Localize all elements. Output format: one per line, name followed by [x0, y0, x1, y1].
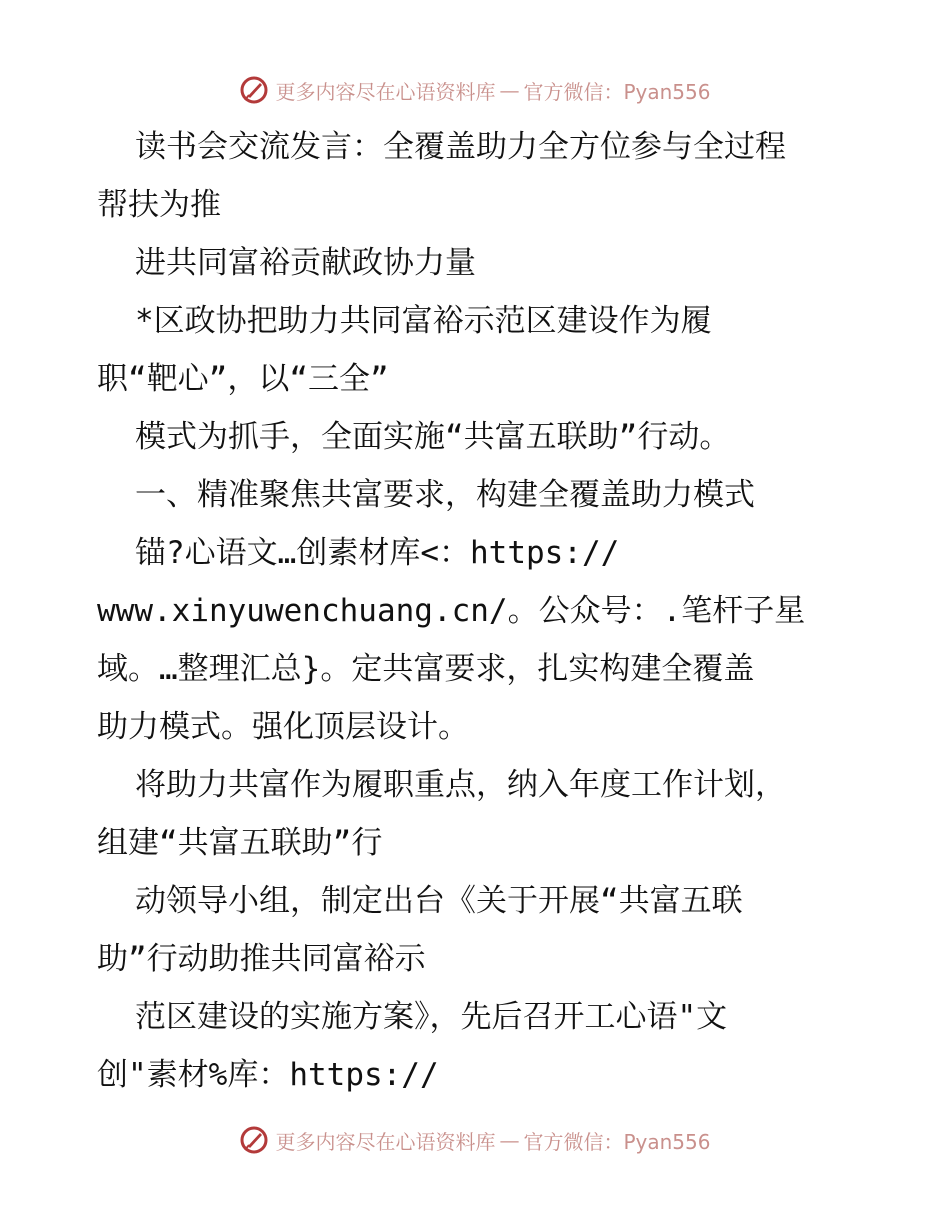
quill-logo-icon: [239, 75, 269, 105]
quill-logo-icon: [239, 1125, 269, 1155]
body-text: [97, 118, 917, 1104]
body-line: 模式为抓手，全面实施“共富五联助”行动。: [135, 419, 731, 455]
body-line: 范区建设的实施方案》，先后召开工心语"文: [135, 999, 728, 1035]
body-line: 组建“共富五联助”行: [97, 825, 383, 861]
body-line: 锚?心语文…创素材库<：https://: [135, 535, 620, 571]
footer-banner-wechat: 官方微信：Pyan556: [523, 1129, 711, 1154]
body-line: 帮扶为推: [97, 187, 221, 223]
body-line: 域。…整理汇总}。定共富要求，扎实构建全覆盖: [97, 651, 755, 687]
body-line: 职“靶心”，以“三全”: [97, 361, 389, 397]
header-banner: [0, 70, 950, 110]
footer-banner-separator: —: [499, 1128, 520, 1152]
footer-banner-text: 更多内容尽在心语资料库: [275, 1129, 496, 1154]
body-line: 动领导小组，制定出台《关于开展“共富五联: [135, 883, 743, 919]
body-line: 读书会交流发言：全覆盖助力全方位参与全过程: [135, 129, 786, 165]
header-banner-separator: —: [499, 78, 520, 102]
body-line: 助”行动助推共同富裕示: [97, 941, 426, 977]
body-line: 一、精准聚焦共富要求，构建全覆盖助力模式: [135, 477, 755, 513]
body-line: 助力模式。强化顶层设计。: [97, 709, 469, 745]
body-line: www.xinyuwenchuang.cn/。公众号：.笔杆子星: [97, 593, 806, 629]
body-line: *区政协把助力共同富裕示范区建设作为履: [135, 303, 712, 339]
header-banner-text: 更多内容尽在心语资料库: [275, 79, 496, 104]
body-line: 进共同富裕贡献政协力量: [135, 245, 476, 281]
header-banner-wechat: 官方微信：Pyan556: [523, 79, 711, 104]
footer-banner: [0, 1120, 950, 1160]
body-line: 创"素材%库：https://: [97, 1057, 439, 1093]
body-line: 将助力共富作为履职重点，纳入年度工作计划，: [135, 767, 786, 803]
